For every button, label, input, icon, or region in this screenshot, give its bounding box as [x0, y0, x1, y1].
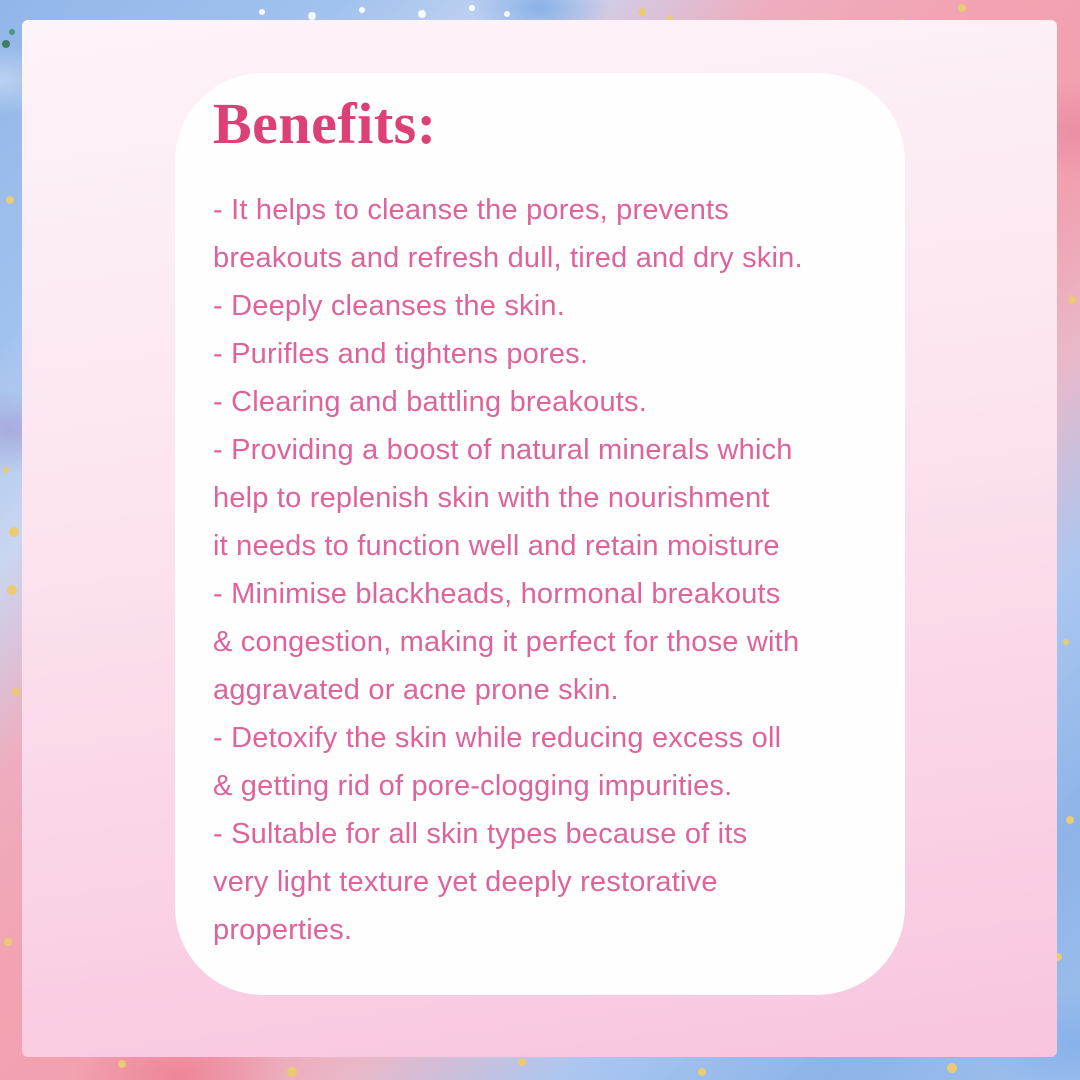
- teal-fleck-texture: [0, 0, 4, 4]
- benefit-line: it needs to function well and retain moisture: [213, 530, 780, 562]
- gold-fleck-texture: [0, 0, 4, 4]
- benefit-line: - Sultable for all skin types because of its: [213, 818, 748, 850]
- benefit-line: - Detoxify the skin while reducing excess oll: [213, 722, 782, 754]
- pink-gradient-panel: [22, 20, 1057, 1057]
- benefit-line: - Purifles and tightens pores.: [213, 338, 589, 370]
- benefit-line: - It helps to cleanse the pores, prevents: [213, 194, 729, 226]
- benefits-title: Benefits:: [213, 91, 437, 156]
- benefit-line: breakouts and refresh dull, tired and dry skin.: [213, 242, 803, 274]
- benefit-line: very light texture yet deeply restorative: [213, 866, 718, 898]
- white-fleck-texture: [0, 0, 4, 4]
- benefit-line: & getting rid of pore-clogging impurities.: [213, 770, 733, 802]
- benefit-line: help to replenish skin with the nourishment: [213, 482, 770, 514]
- benefit-line: - Deeply cleanses the skin.: [213, 290, 565, 322]
- benefits-card: [175, 73, 905, 995]
- benefit-line: aggravated or acne prone skin.: [213, 674, 619, 706]
- benefit-line: properties.: [213, 914, 353, 946]
- benefit-line: & congestion, making it perfect for those with: [213, 626, 800, 658]
- benefits-list: [213, 186, 877, 954]
- benefit-line: - Minimise blackheads, hormonal breakouts: [213, 578, 781, 610]
- benefit-line: - Providing a boost of natural minerals which: [213, 434, 793, 466]
- benefit-line: - Clearing and battling breakouts.: [213, 386, 647, 418]
